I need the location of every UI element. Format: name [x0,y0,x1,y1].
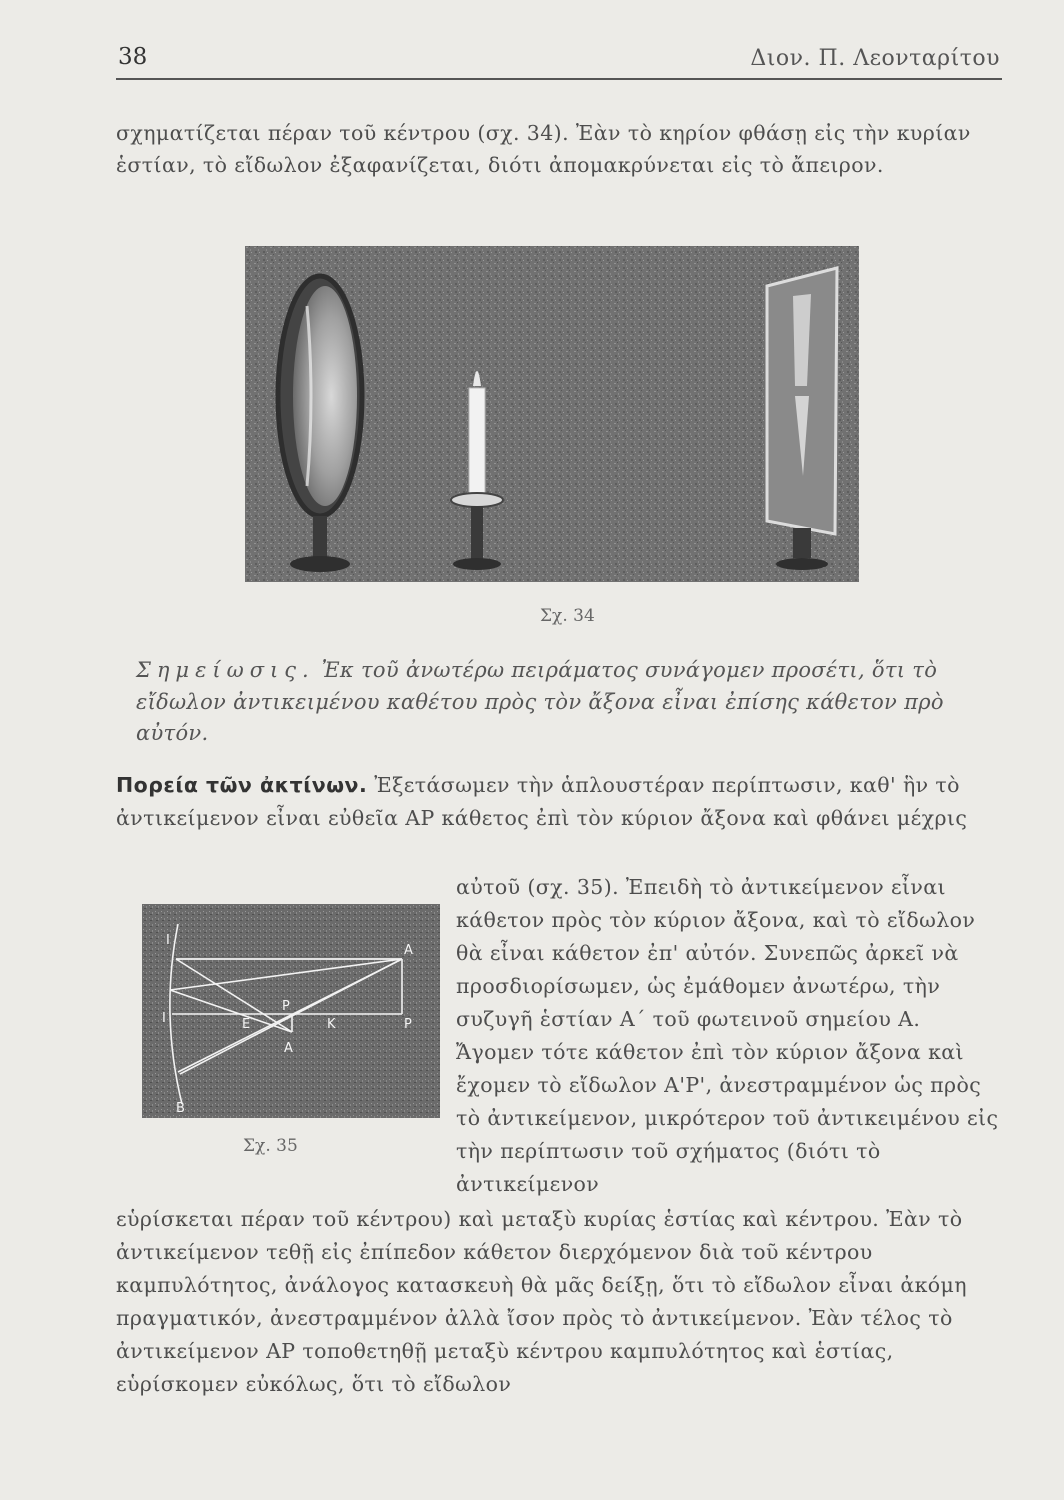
note-lead: Σημείωσις. [136,658,315,682]
figure-35-caption: Σχ. 35 [243,1136,298,1156]
label-E: E [242,1017,251,1032]
label-I-top: I [166,933,170,948]
running-title: Διον. Π. Λεονταρίτου [750,46,1000,71]
figure-34-caption: Σχ. 34 [540,606,595,626]
section-heading: Πορεία τῶν ἀκτίνων. [116,773,368,797]
note-text: Ἐκ τοῦ ἀνωτέρω πειράματος συνάγομεν προσέτι, ὅτι τὸ εἴδωλον ἀντικειμένου καθέτου πρὸς τὸν ἄξονα εἶναι ἐπίσης κάθετον πρὸ αὐτόν. [136,658,944,745]
intro-paragraph: σχηματίζεται πέραν τοῦ κέντρου (σχ. 34). Ἐὰν τὸ κηρίον φθάσῃ εἰς τὴν κυρίαν ἑστίαν, τὸ εἴδωλον ἐξαφανίζεται, διότι ἀπομακρύνεται εἰς τὸ ἄπειρον. [116,121,971,177]
label-K: K [327,1017,336,1032]
section-tail-text: εὑρίσκεται πέραν τοῦ κέντρου) καὶ μεταξὺ κυρίας ἑστίας καὶ κέντρου. Ἐὰν τὸ ἀντικείμενον τεθῇ εἰς ἐπίπεδον κάθετον διερχόμενον διὰ τοῦ κέντρου καμπυλότητος, ἀνάλογος κατασκευὴ θὰ μᾶς δείξῃ, ὅτι τὸ εἴδωλον εἶναι ἀκόμη πραγματικόν, ἀνεστραμμένον ἀλλὰ ἴσον πρὸς τὸ ἀντικείμενον. Ἐὰν τέλος τὸ ἀντικείμενον ΑΡ τοποθετηθῇ μεταξὺ κέντρου καμπυλότητος καὶ ἑστίας, εὑρίσκομεν εὐκόλως, ὅτι τὸ εἴδωλον [116,1207,967,1396]
label-B: B [176,1101,185,1116]
page-number: 38 [118,44,148,70]
section-intro [116,769,1002,835]
figure-34-mirror-candle-screen [245,246,859,582]
figure-35-ray-diagram [142,904,440,1118]
note-paragraph [136,655,1002,750]
section-intro-text: Ἐξετάσωμεν τὴν ἁπλουστέραν περίπτωσιν, καθ' ἣν τὸ ἀντικείμενον εἶναι εὐθεῖα ΑΡ κάθετος ἐπὶ τὸν κύριον ἄξονα καὶ φθάνει μέχρις [116,773,968,830]
label-P-prime: P [282,999,290,1014]
section-column-text: αὐτοῦ (σχ. 35). Ἐπειδὴ τὸ ἀντικείμενον εἶναι κάθετον πρὸς τὸν κύριον ἄξονα, καὶ τὸ εἴδωλον θὰ εἶναι κάθετον ἐπ' αὐτόν. Συνεπῶς ἀρκεῖ νὰ προσδιορίσωμεν, ὡς ἐμάθομεν ἀνωτέρω, τὴν συζυγῆ ἑστίαν Α΄ τοῦ φωτεινοῦ σημείου Α. Ἄγομεν τότε κάθετον ἐπὶ τὸν κύριον ἄξονα καὶ ἔχομεν τὸ εἴδωλον Α'Ρ', ἀνεστραμμένον ὡς πρὸς τὸ ἀντικείμενον, μικρότερον τοῦ ἀντικειμένου εἰς τὴν περίπτωσιν τοῦ σχήματος (διότι τὸ ἀντικείμενον [456,875,999,1196]
label-P: P [404,1017,412,1032]
label-I-mid: I [162,1011,166,1026]
label-A: A [404,943,413,958]
label-A-prime: A [284,1041,293,1056]
header-rule [116,78,1002,80]
